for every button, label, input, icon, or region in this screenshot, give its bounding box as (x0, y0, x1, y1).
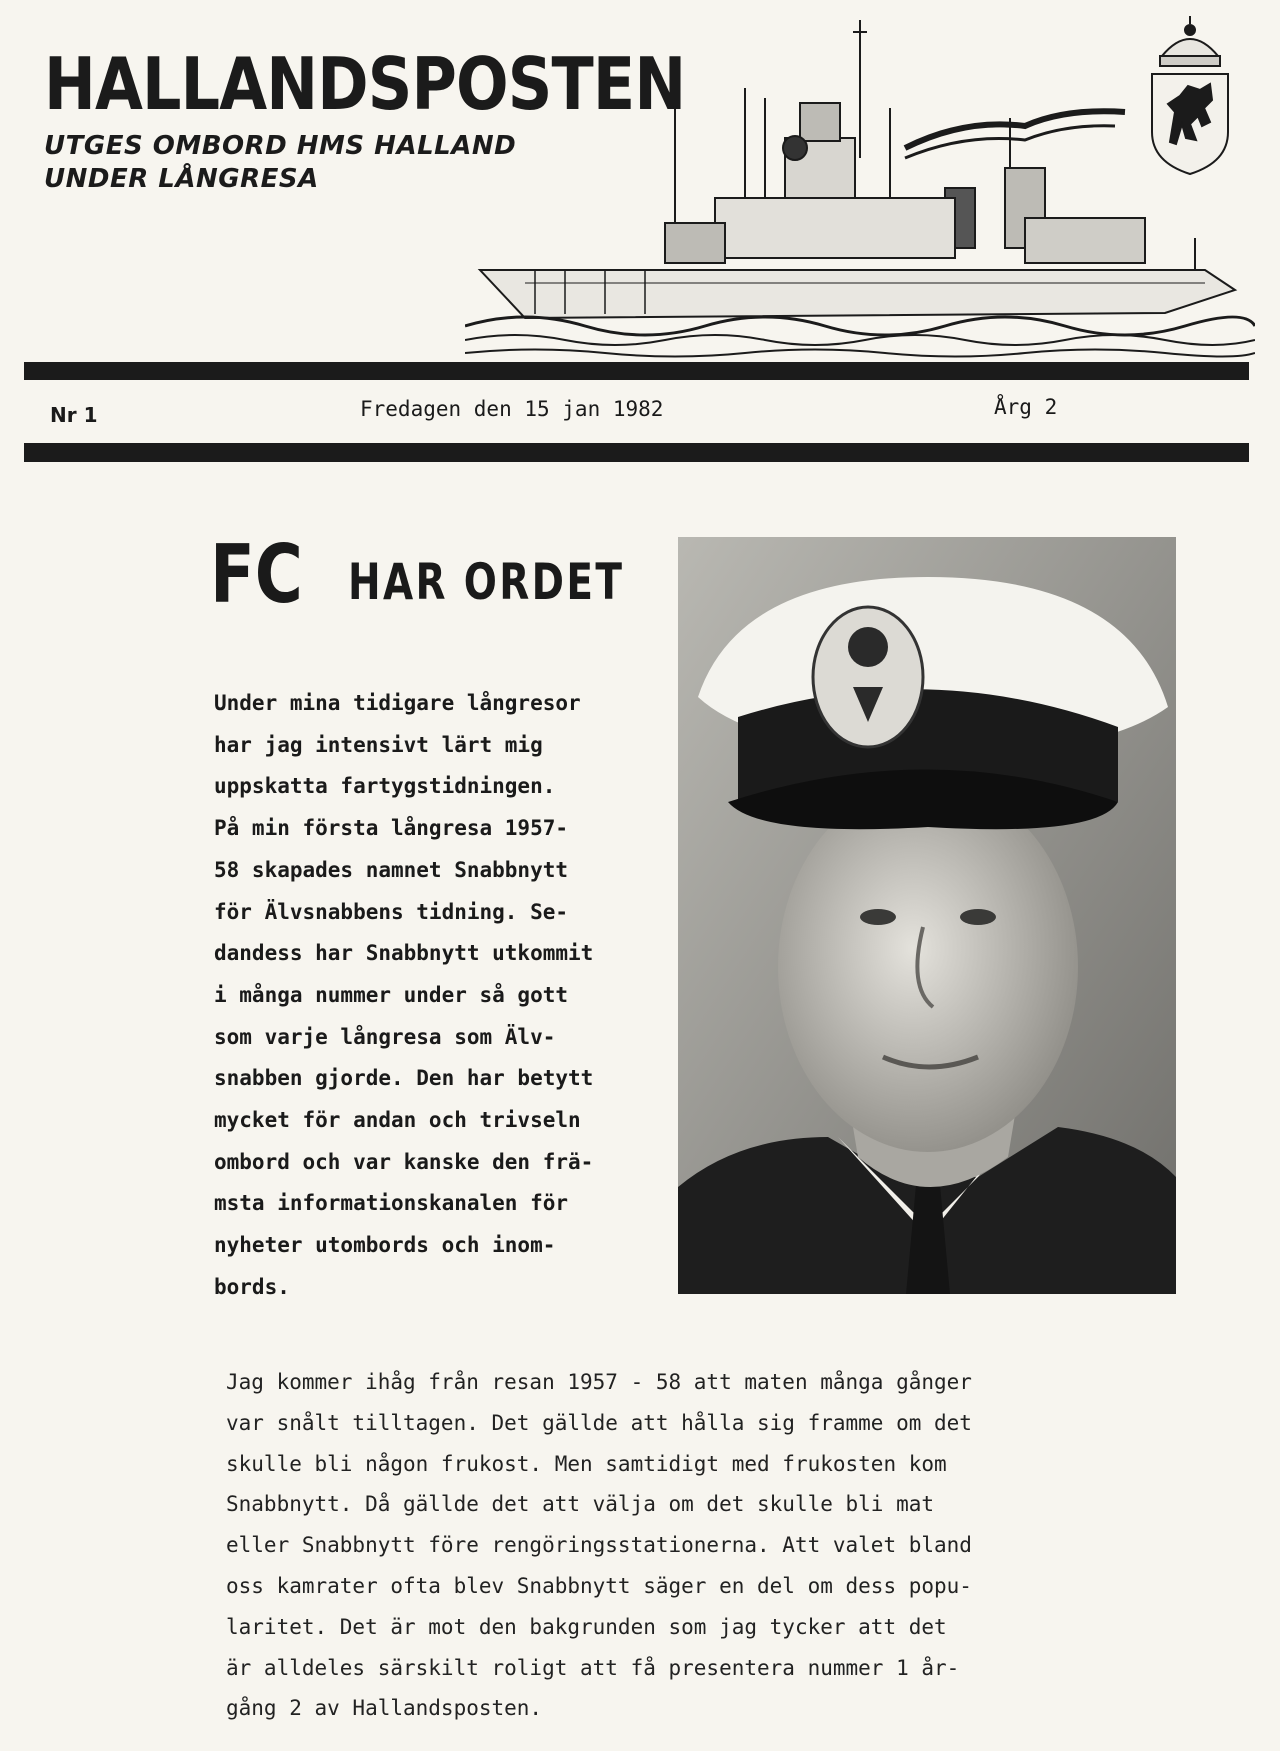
body-paragraph (226, 1362, 1236, 1729)
halland-lion-crest-icon (1140, 12, 1240, 180)
lead-line: Under mina tidigare långresor (214, 691, 581, 715)
portrait-icon (678, 537, 1176, 1294)
lead-line: mycket för andan och trivseln (214, 1108, 581, 1133)
lead-line: snabben gjorde. Den har betytt (214, 1066, 594, 1091)
masthead-rule-bottom (24, 443, 1249, 462)
lead-line: ombord och var kanske den frä- (214, 1149, 594, 1174)
body-line: gång 2 av Hallandsposten. (226, 1696, 543, 1721)
lead-line: På min första långresa 1957- (214, 816, 569, 841)
lead-line: för Älvsnabbens tidning. Se- (214, 899, 569, 924)
body-line: skulle bli någon frukost. Men samtidigt med frukosten kom (226, 1451, 947, 1476)
masthead-subtitle-line2: UNDER LÅNGRESA (44, 164, 319, 194)
body-line: Jag kommer ihåg från resan 1957 - 58 att maten många gånger (226, 1370, 972, 1394)
body-line: var snålt tilltagen. Det gällde att hålla sig framme om det (226, 1410, 972, 1435)
masthead-rule-top (24, 362, 1249, 380)
officer-portrait-photo (678, 537, 1176, 1294)
lead-line: nyheter utombords och inom- (214, 1233, 556, 1258)
issue-year: Årg 2 (994, 395, 1058, 419)
lead-line: bords. (214, 1274, 290, 1299)
headline-fc: FC (210, 528, 303, 621)
body-line: Snabbnytt. Då gällde det att välja om det skulle bli mat (226, 1492, 935, 1517)
masthead-subtitle: UTGES OMBORD HMS HALLAND (44, 131, 517, 161)
body-line: eller Snabbnytt före rengöringsstationerna. Att valet bland (226, 1533, 972, 1558)
body-line: laritet. Det är mot den bakgrunden som jag tycker att det (226, 1614, 947, 1639)
body-line: är alldeles särskilt roligt att få presentera nummer 1 år- (226, 1655, 960, 1680)
destroyer-ship-drawing-icon (465, 8, 1255, 368)
lead-line: dandess har Snabbnytt utkommit (214, 941, 594, 966)
lead-line: som varje långresa som Älv- (214, 1024, 556, 1049)
lead-line: har jag intensivt lärt mig (214, 732, 543, 757)
lead-line: i många nummer under så gott (214, 982, 569, 1007)
masthead-title: HALLANDSPOSTEN (44, 42, 686, 126)
lead-paragraph (214, 683, 674, 1309)
lead-line: 58 skapades namnet Snabbnytt (214, 857, 569, 882)
issue-date: Fredagen den 15 jan 1982 (360, 397, 664, 421)
issue-number: Nr 1 (50, 403, 98, 427)
lead-line: uppskatta fartygstidningen. (214, 774, 556, 799)
lead-line: msta informationskanalen för (214, 1191, 569, 1216)
body-line: oss kamrater ofta blev Snabbnytt säger en del om dess popu- (226, 1573, 972, 1598)
headline-har-ordet: HAR ORDET (348, 553, 625, 611)
